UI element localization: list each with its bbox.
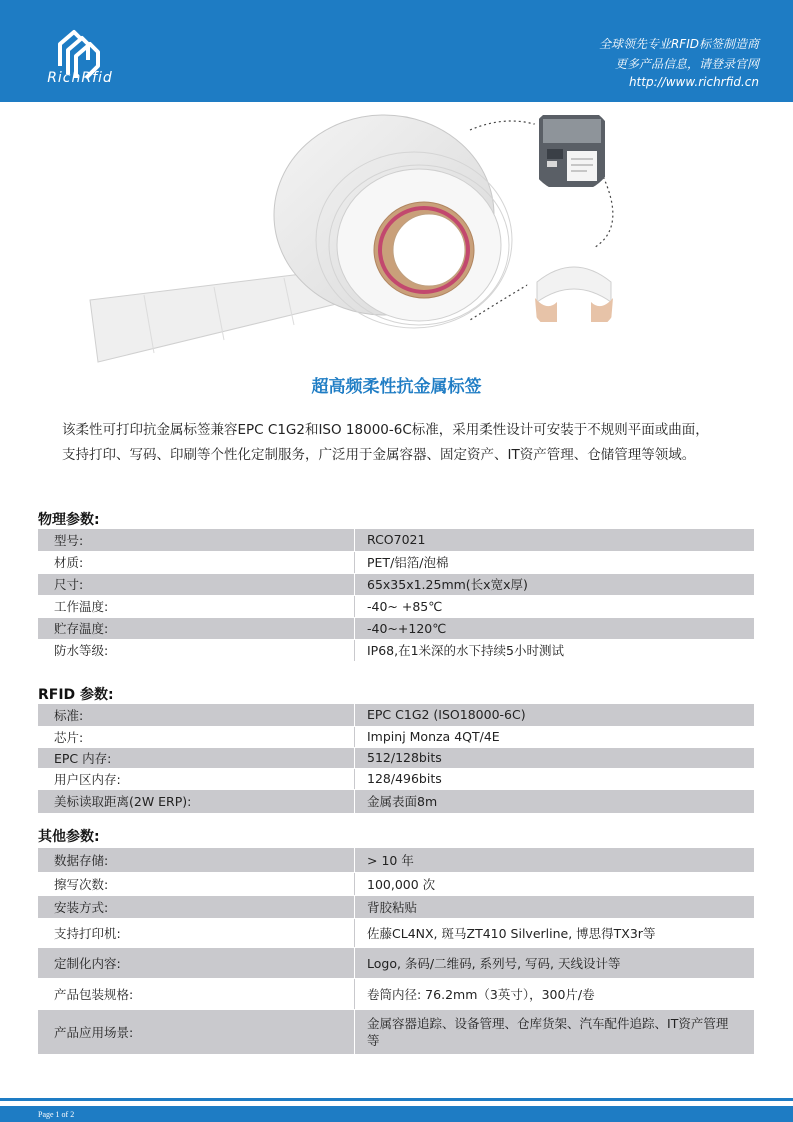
flexible-label-photo xyxy=(527,242,621,336)
product-intro xyxy=(62,418,752,468)
param-value: RCO7021 xyxy=(355,529,755,551)
label-roll-illustration xyxy=(84,100,524,370)
product-title: 超高频柔性抗金属标签 xyxy=(311,377,482,397)
param-value: > 10 年 xyxy=(355,848,755,872)
table-row xyxy=(38,895,754,918)
param-key: 数据存储: xyxy=(38,848,355,872)
intro-line: 该柔性可打印抗金属标签兼容EPC C1G2和ISO 18000-6C标准，采用柔性设计可安装于不规则平面或曲面， xyxy=(62,422,709,438)
param-key: 美标读取距离(2W ERP): xyxy=(38,789,355,813)
brand-name: RichRfid xyxy=(47,70,113,86)
param-value: 金属容器追踪、设备管理、仓库货架、汽车配件追踪、IT资产管理等 xyxy=(355,1009,755,1054)
param-value: -40~+120℃ xyxy=(355,617,755,639)
table-row xyxy=(38,1009,754,1054)
rfid-params-table xyxy=(38,704,754,814)
table-row xyxy=(38,551,754,573)
param-key: 产品包装规格: xyxy=(38,978,355,1009)
table-row xyxy=(38,617,754,639)
table-row xyxy=(38,978,754,1009)
param-key: 贮存温度: xyxy=(38,617,355,639)
website-link[interactable]: http://www.richrfid.cn xyxy=(628,75,759,89)
table-row xyxy=(38,848,754,872)
param-key: 尺寸: xyxy=(38,573,355,595)
table-row xyxy=(38,726,754,747)
param-value: 背胶粘贴 xyxy=(355,895,755,918)
param-key: 防水等级: xyxy=(38,639,355,661)
param-value: Impinj Monza 4QT/4E xyxy=(355,726,755,747)
param-key: 产品应用场景: xyxy=(38,1009,355,1054)
table-row xyxy=(38,639,754,661)
param-key: 用户区内存: xyxy=(38,768,355,789)
table-row xyxy=(38,872,754,895)
param-key: 工作温度: xyxy=(38,595,355,617)
param-value: EPC C1G2 (ISO18000-6C) xyxy=(355,704,755,726)
table-row xyxy=(38,573,754,595)
other-params-heading: 其他参数: xyxy=(38,829,100,845)
table-row xyxy=(38,918,754,947)
footer-divider xyxy=(0,1098,793,1101)
table-row xyxy=(38,789,754,813)
param-key: 标准: xyxy=(38,704,355,726)
param-value: -40~ +85℃ xyxy=(355,595,755,617)
param-value: Logo, 条码/二维码, 系列号, 写码, 天线设计等 xyxy=(355,947,755,978)
param-value: 128/496bits xyxy=(355,768,755,789)
printer-photo xyxy=(527,105,615,193)
page-number: Page 1 of 2 xyxy=(38,1110,75,1119)
param-key: 材质: xyxy=(38,551,355,573)
param-value: 65x35x1.25mm(长x宽x厚) xyxy=(355,573,755,595)
physical-params-table xyxy=(38,529,754,662)
tagline-secondary: 更多产品信息，请登录官网 xyxy=(614,57,759,71)
param-value: 卷筒内径: 76.2mm（3英寸），300片/卷 xyxy=(355,978,755,1009)
tagline-primary: 全球领先专业RFID标签制造商 xyxy=(598,37,759,51)
param-key: 擦写次数: xyxy=(38,872,355,895)
table-row xyxy=(38,529,754,551)
param-value: 512/128bits xyxy=(355,747,755,768)
footer-band xyxy=(0,1106,793,1122)
param-key: 型号: xyxy=(38,529,355,551)
param-value: 金属表面8m xyxy=(355,789,755,813)
param-value: PET/铝箔/泡棉 xyxy=(355,551,755,573)
physical-params-heading: 物理参数: xyxy=(38,512,100,528)
table-row xyxy=(38,768,754,789)
param-value: 佐藤CL4NX, 斑马ZT410 Silverline, 博思得TX3r等 xyxy=(355,918,755,947)
param-key: EPC 内存: xyxy=(38,747,355,768)
page-header xyxy=(0,0,793,102)
param-key: 芯片: xyxy=(38,726,355,747)
table-row xyxy=(38,947,754,978)
param-key: 支持打印机: xyxy=(38,918,355,947)
param-value: 100,000 次 xyxy=(355,872,755,895)
flexible-tag-icon xyxy=(527,242,621,336)
printer-icon xyxy=(527,105,615,193)
table-row xyxy=(38,747,754,768)
rfid-params-heading: RFID 参数: xyxy=(38,687,114,703)
intro-line: 支持打印、写码、印刷等个性化定制服务，广泛用于金属容器、固定资产、IT资产管理、仓储管理等领域。 xyxy=(62,447,696,463)
other-params-table xyxy=(38,848,754,1055)
param-key: 安装方式: xyxy=(38,895,355,918)
table-row xyxy=(38,595,754,617)
param-value: IP68,在1米深的水下持续5小时测试 xyxy=(355,639,755,661)
param-key: 定制化内容: xyxy=(38,947,355,978)
table-row xyxy=(38,704,754,726)
